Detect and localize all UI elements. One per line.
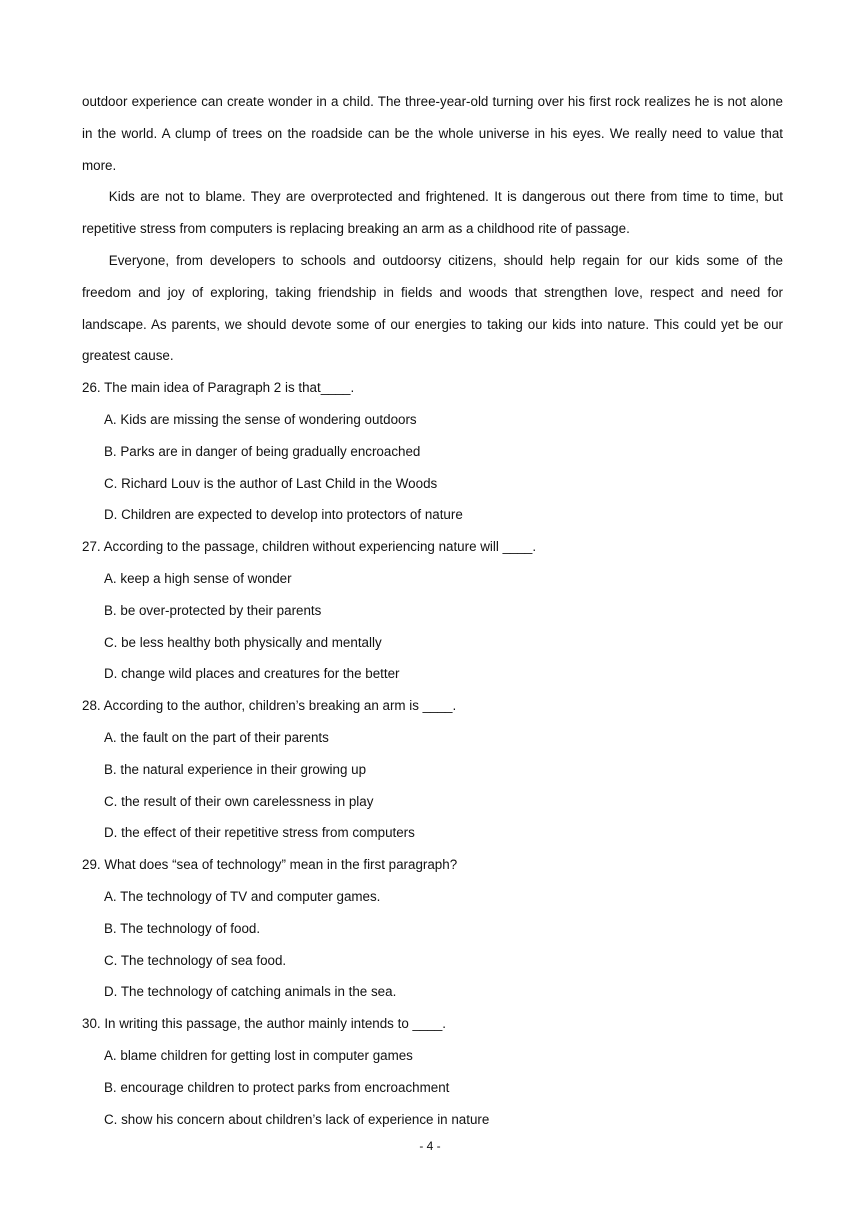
question-stem: 28. According to the author, children’s breaking an arm is ____. <box>82 698 457 714</box>
option-d: D. the effect of their repetitive stress from computers <box>104 825 415 841</box>
page-number: - 4 - <box>419 1139 441 1153</box>
option-a: A. The technology of TV and computer games. <box>104 888 381 904</box>
option-a: A. blame children for getting lost in computer games <box>104 1047 413 1063</box>
option-c: C. show his concern about children’s lack of experience in nature <box>104 1111 490 1127</box>
passage-paragraph-3: Everyone, from developers to schools and outdoorsy citizens, should help regain for our kids some of the freedom and joy of exploring, taking friendship in fields and woods that strengthen love, respect and need for landscape. As parents, we should devote some of our energies to taking our kids into nature. This could yet be our greatest cause. <box>82 252 783 364</box>
question-stem: 29. What does “sea of technology” mean in the first paragraph? <box>82 857 458 873</box>
question-29 <box>82 849 783 1008</box>
question-stem: 26. The main idea of Paragraph 2 is that____. <box>82 380 355 396</box>
option-a: A. Kids are missing the sense of wondering outdoors <box>104 411 417 427</box>
question-stem: 30. In writing this passage, the author mainly intends to ____. <box>82 1016 446 1032</box>
option-c: C. Richard Louv is the author of Last Child in the Woods <box>104 475 438 491</box>
option-a: A. keep a high sense of wonder <box>104 570 292 586</box>
option-d: D. Children are expected to develop into protectors of nature <box>104 507 463 523</box>
option-c: C. the result of their own carelessness in play <box>104 793 374 809</box>
option-b: B. the natural experience in their growing up <box>104 761 367 777</box>
option-c: C. be less healthy both physically and mentally <box>104 634 382 650</box>
passage-paragraph-continued: outdoor experience can create wonder in a child. The three-year-old turning over his first rock realizes he is not alone in the world. A clump of trees on the roadside can be the whole universe in his eyes. We really need to value that more. <box>82 94 783 173</box>
question-stem: 27. According to the passage, children without experiencing nature will ____. <box>82 539 537 555</box>
question-26 <box>82 372 783 531</box>
option-b: B. encourage children to protect parks from encroachment <box>104 1079 450 1095</box>
document-page <box>82 86 783 1135</box>
option-d: D. change wild places and creatures for the better <box>104 666 400 682</box>
question-27 <box>82 531 783 690</box>
option-a: A. the fault on the part of their parents <box>104 729 329 745</box>
question-28 <box>82 690 783 849</box>
question-30 <box>82 1008 783 1135</box>
option-b: B. The technology of food. <box>104 920 261 936</box>
passage-paragraph-2: Kids are not to blame. They are overprotected and frightened. It is dangerous out there from time to time, but repetitive stress from computers is replacing breaking an arm as a childhood rite of passage. <box>82 189 783 237</box>
option-d: D. The technology of catching animals in the sea. <box>104 984 397 1000</box>
option-c: C. The technology of sea food. <box>104 952 287 968</box>
option-b: B. Parks are in danger of being gradually encroached <box>104 443 421 459</box>
option-b: B. be over-protected by their parents <box>104 602 322 618</box>
